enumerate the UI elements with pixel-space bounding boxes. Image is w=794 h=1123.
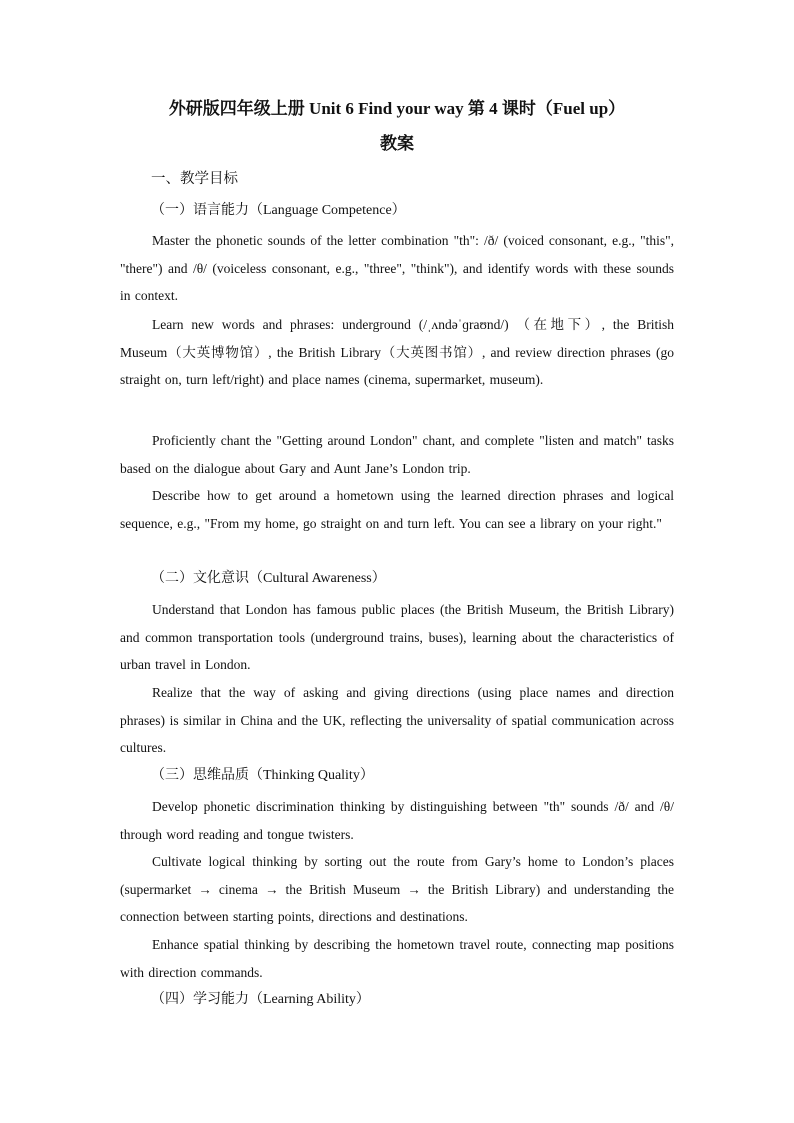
subheading-thinking-quality: （三）思维品质（Thinking Quality）: [151, 768, 374, 783]
paragraph-chant: Proficiently chant the "Getting around London" chant, and complete "listen and match" tasks based on the dialogue about Gary and Aunt Jane’s London trip.: [120, 433, 674, 476]
subheading-language-competence: （一）语言能力（Language Competence）: [151, 203, 406, 218]
paragraph-logical-thinking: Cultivate logical thinking by sorting out the route from Gary’s home to London’s places (supermarket → cinema → the British Museum → the British Library) and understanding the connection between starting points, directions and destinations.: [120, 854, 674, 925]
paragraph-new-words: Learn new words and phrases: underground (/ˌʌndəˈɡraʊnd/) （在地下）, the British Museum（大英博物馆）, the British Library（大英图书馆）, and review direction phrases (go straight on, turn left/right) and place names (cinema, supermarket, museum).: [120, 317, 674, 388]
paragraph-phonetic-discrimination: Develop phonetic discrimination thinking by distinguishing between "th" sounds /ð/ and /θ/ through word reading and tongue twisters.: [120, 799, 674, 842]
paragraph-describe-route: Describe how to get around a hometown using the learned direction phrases and logical sequence, e.g., "From my home, go straight on and turn left. You can see a library on your right.": [120, 488, 674, 531]
paragraph-phonetics: Master the phonetic sounds of the letter combination "th": /ð/ (voiced consonant, e.g., "this", "there") and /θ/ (voiceless consonant, e.g., "three", "think"), and identify words with these sounds in context.: [120, 233, 674, 304]
paragraph-directions-universality: Realize that the way of asking and giving directions (using place names and direction phrases) is similar in China and the UK, reflecting the universality of spatial communication across cultures.: [120, 685, 674, 756]
section-heading-teaching-objectives: 一、教学目标: [151, 171, 238, 187]
subheading-cultural-awareness: （二）文化意识（Cultural Awareness）: [151, 571, 386, 586]
paragraph-london-places: Understand that London has famous public places (the British Museum, the British Library) and common transportation tools (underground trains, buses), learning about the characteristics of urban travel in London.: [120, 602, 674, 673]
paragraph-spatial-thinking: Enhance spatial thinking by describing the hometown travel route, connecting map positions with direction commands.: [120, 937, 674, 980]
subheading-learning-ability: （四）学习能力（Learning Ability）: [151, 992, 370, 1007]
document-title-line2: 教案: [380, 134, 414, 153]
document-title: 外研版四年级上册 Unit 6 Find your way 第 4 课时（Fuel up）: [168, 99, 626, 118]
